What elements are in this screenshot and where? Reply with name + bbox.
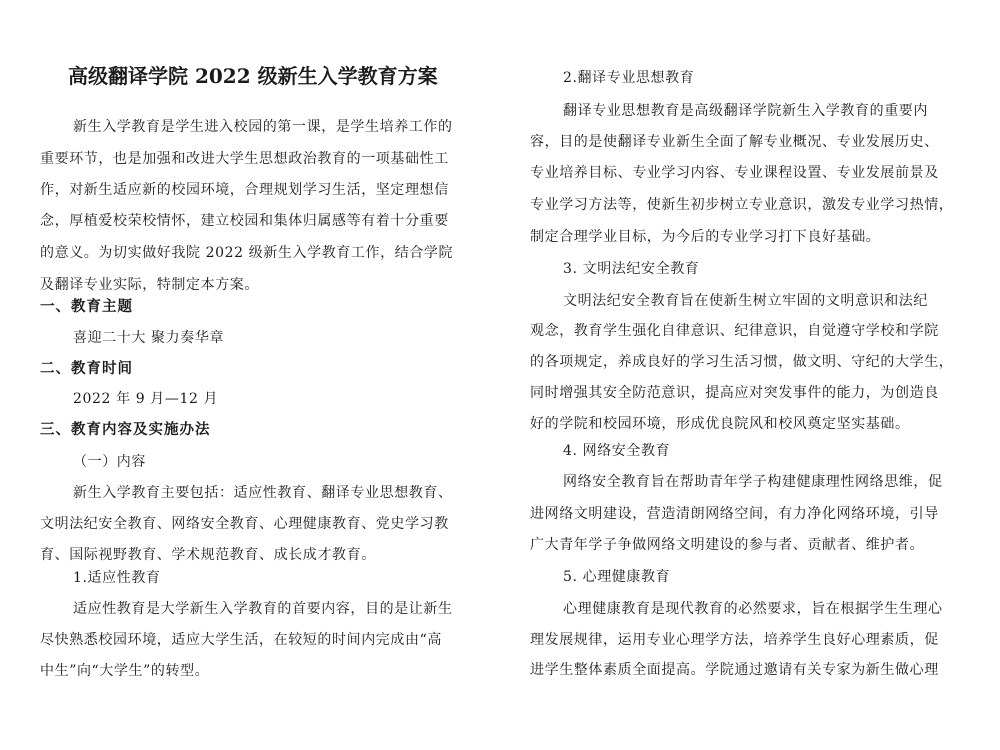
paragraph-line: 尽快熟悉校园环境，适应大学生活，在较短的时间内完成由“高 xyxy=(40,632,442,648)
paragraph-line: 作，对新生适应新的校园环境，合理规划学习生活，坚定理想信 xyxy=(40,182,449,198)
paragraph-line: 的各项规定，养成良好的学习生活习惯，做文明、守纪的大学生， xyxy=(530,354,954,370)
paragraph-line: 广大青年学子争做网络文明建设的参与者、贡献者、维护者。 xyxy=(530,537,925,553)
paragraph-line: 5. 心理健康教育 xyxy=(563,569,671,585)
paragraph-line: 1.适应性教育 xyxy=(73,570,161,586)
section-heading: 二、教育时间 xyxy=(40,361,133,377)
paragraph-line: 专业学习方法等，使新生初步树立专业意识，激发专业学习热情， xyxy=(530,197,954,213)
paragraph-line: 3. 文明法纪安全教育 xyxy=(563,261,700,277)
section-heading: 三、教育内容及实施办法 xyxy=(40,422,211,438)
paragraph-line: 网络安全教育旨在帮助青年学子构建健康理性网络思维，促 xyxy=(563,474,943,490)
paragraph-line: 2.翻译专业思想教育 xyxy=(563,70,695,86)
paragraph-line: 制定合理学业目标，为今后的专业学习打下良好基础。 xyxy=(530,229,881,245)
paragraph-line: 专业培养目标、专业学习内容、专业课程设置、专业发展前景及 xyxy=(530,165,939,181)
paragraph-line: 文明法纪安全教育、网络安全教育、心理健康教育、党史学习教 xyxy=(40,516,449,532)
paragraph-line: 文明法纪安全教育旨在使新生树立牢固的文明意识和法纪 xyxy=(563,293,928,309)
document-title: 高级翻译学院 2022 级新生入学教育方案 xyxy=(68,64,438,88)
paragraph-line: 进学生整体素质全面提高。学院通过邀请有关专家为新生做心理 xyxy=(530,662,939,678)
paragraph-line: 及翻译专业实际，特制定本方案。 xyxy=(40,277,259,293)
paragraph-line: 4. 网络安全教育 xyxy=(563,443,671,459)
paragraph-line: 中生”向“大学生”的转型。 xyxy=(40,663,210,679)
paragraph-line: 2022 年 9 月—12 月 xyxy=(73,391,219,407)
paragraph-line: 同时增强其安全防范意识，提高应对突发事件的能力，为创造良 xyxy=(530,385,939,401)
paragraph-line: （一）内容 xyxy=(73,454,146,470)
paragraph-line: 重要环节，也是加强和改进大学生思想政治教育的一项基础性工 xyxy=(40,151,449,167)
paragraph-line: 容，目的是使翻译专业新生全面了解专业概况、专业发展历史、 xyxy=(530,134,939,150)
paragraph-line: 新生入学教育主要包括：适应性教育、翻译专业思想教育、 xyxy=(73,485,453,501)
paragraph-line: 观念，教育学生强化自律意识、纪律意识，自觉遵守学校和学院 xyxy=(530,323,939,339)
paragraph-line: 的意义。为切实做好我院 2022 级新生入学教育工作，结合学院 xyxy=(40,245,454,261)
paragraph-line: 育、国际视野教育、学术规范教育、成长成才教育。 xyxy=(40,547,376,563)
paragraph-line: 心理健康教育是现代教育的必然要求，旨在根据学生生理心 xyxy=(563,601,943,617)
paragraph-line: 翻译专业思想教育是高级翻译学院新生入学教育的重要内 xyxy=(563,103,928,119)
paragraph-line: 适应性教育是大学新生入学教育的首要内容，目的是让新生 xyxy=(73,601,453,617)
paragraph-line: 念，厚植爱校荣校情怀，建立校园和集体归属感等有着十分重要 xyxy=(40,213,449,229)
paragraph-line: 新生入学教育是学生进入校园的第一课，是学生培养工作的 xyxy=(73,119,453,135)
section-heading: 一、教育主题 xyxy=(40,299,133,315)
paragraph-line: 理发展规律，运用专业心理学方法，培养学生良好心理素质，促 xyxy=(530,632,939,648)
paragraph-line: 进网络文明建设，营造清朗网络空间，有力净化网络环境，引导 xyxy=(530,506,939,522)
paragraph-line: 好的学院和校园环境，形成优良院风和校风奠定坚实基础。 xyxy=(530,416,910,432)
paragraph-line: 喜迎二十大 聚力奏华章 xyxy=(73,330,225,346)
